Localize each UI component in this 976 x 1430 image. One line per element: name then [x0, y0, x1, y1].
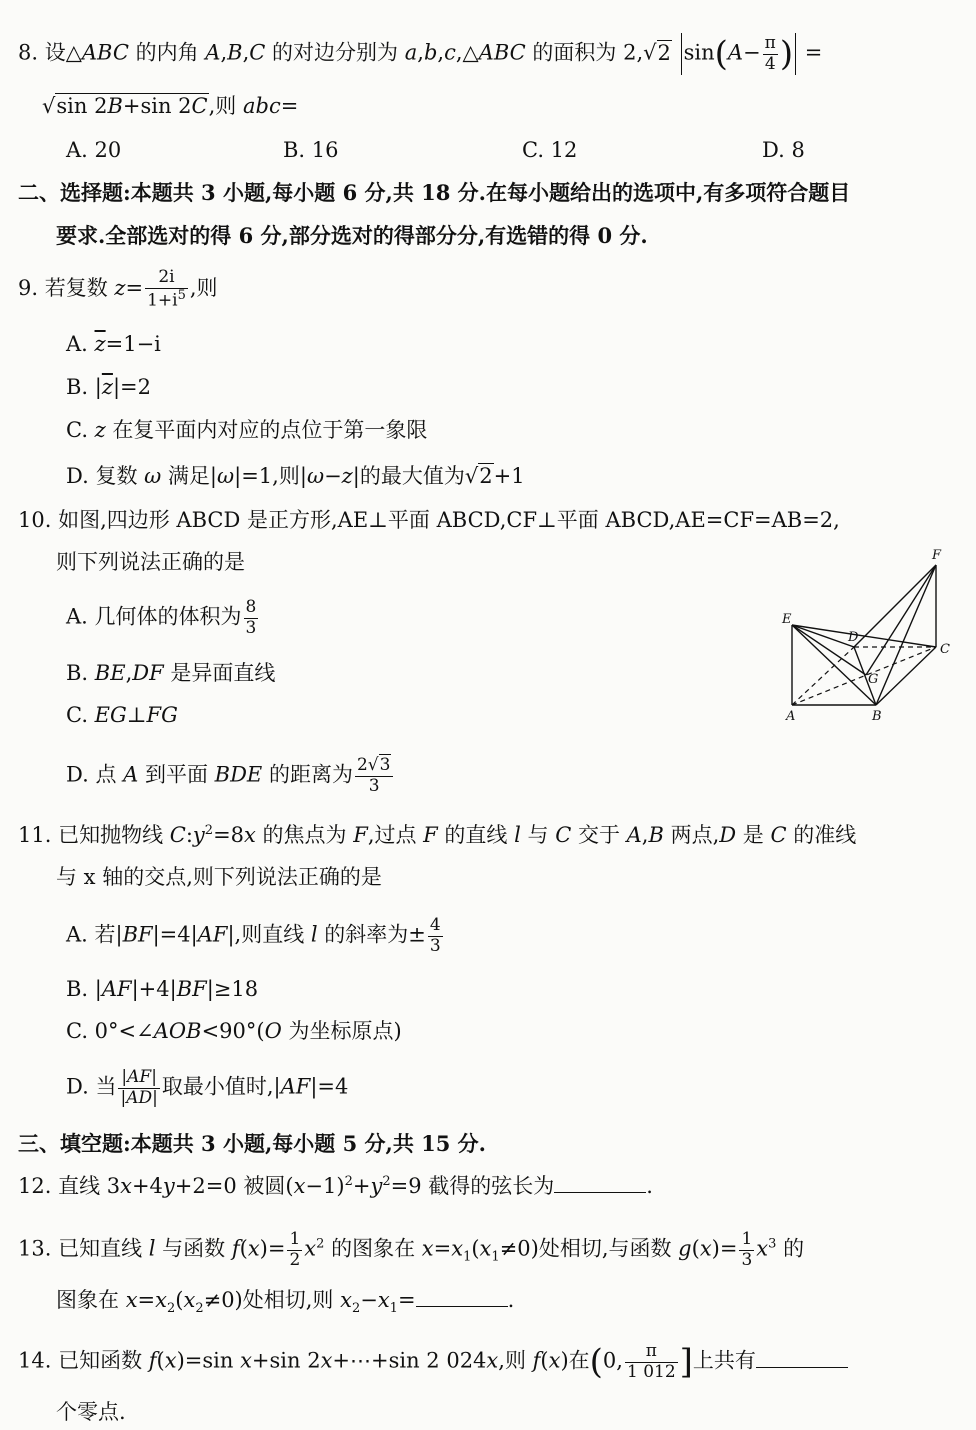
q10-option-a: A. 几何体的体积为 $\frac{8}{3}$ [66, 597, 257, 638]
q14-answer-blank[interactable] [756, 1367, 848, 1368]
q9-option-b: B. $|\overline{z}|=2$ [66, 375, 151, 399]
q13-answer-blank[interactable] [416, 1306, 508, 1307]
q13-line1: 13. 已知直线 l 与函数 f(x)= $\frac{1}{2}$ $x^2$ 的图象在 $x=x_1(x_1\ne 0)$处相切,与函数 g(x)= $\frac{1}{3}$ $x^3$ 的 [18, 1229, 805, 1270]
q10-option-b: B. BE,DF 是异面直线 [66, 661, 276, 685]
section2-heading-cont: 要求.全部选对的得 6 分,部分选对的得部分分,有选错的得 0 分. [56, 223, 648, 248]
q10-option-d: D. 点 A 到平面 BDE 的距离为 $\frac{2√3}{3}$ [66, 756, 395, 796]
q9-stem: 9. 若复数 z= $\frac{2i}{1+i^5}$ ,则 [18, 267, 218, 311]
q11-option-c: C. 0°<∠AOB<90°(O 为坐标原点) [66, 1019, 402, 1043]
q9-option-d: D. 复数 ω 满足|ω|=1,则|ω−z|的最大值为√2+1 [66, 464, 525, 488]
q12-answer-blank[interactable] [554, 1192, 646, 1193]
q10-stem: 10. 如图,四边形 ABCD 是正方形,AE⊥平面 ABCD,CF⊥平面 ABCD,AE=CF=AB=2, [18, 508, 840, 532]
q11-stem: 11. 已知抛物线 $C:y^2=8x$ 的焦点为 F,过点 F 的直线 l 与 C 交于 A,B 两点,D 是 C 的准线 [18, 823, 857, 847]
q11-option-d: D. 当 $\frac{|AF|}{|AD|}$ 取最小值时,|AF|=4 [66, 1067, 349, 1108]
figure-label-a: A [786, 709, 796, 723]
q13-line2: 图象在 $x=x_2(x_2\ne 0)$处相切,则 $x_2-x_1=$ . [56, 1288, 515, 1317]
q11-option-a: A. 若|BF|=4|AF|,则直线 l 的斜率为± $\frac{4}{3}$ [66, 915, 441, 956]
q11-option-b: B. |AF|+4|BF|≥18 [66, 977, 259, 1001]
q12-text: 12. 直线 3x+4y+2=0 被圆$(x-1)^2+y^2=9$ 截得的弦长为 . [18, 1174, 653, 1198]
q14-line2: 个零点. [56, 1400, 126, 1424]
q9-option-c: C. z 在复平面内对应的点位于第一象限 [66, 418, 428, 442]
section3-heading: 三、填空题:本题共 3 小题,每小题 5 分,共 15 分. [18, 1131, 486, 1156]
q8-line1: 8. 设△ABC 的内角 A,B,C 的对边分别为 a,b,c,△ABC 的面积为 2,√2 sin(A− $\frac{\pi}{4}$ ) = [18, 32, 823, 74]
section2-heading: 二、选择题:本题共 3 小题,每小题 6 分,共 18 分.在每小题给出的选项中,有多项符合题目 [18, 180, 851, 205]
q9-option-a: A. $\overline{z}=1-i$ [66, 332, 161, 356]
q11-stem-cont: 与 x 轴的交点,则下列说法正确的是 [56, 865, 382, 889]
q10-option-c: C. EG⊥FG [66, 703, 178, 727]
figure-label-c: C [940, 642, 950, 657]
figure-label-f: F [932, 548, 942, 563]
q8-line2: √sin 2B+sin 2C,则 abc= [42, 94, 299, 118]
figure-label-g: G [868, 672, 879, 687]
q8-option-c: C. 12 [522, 138, 578, 162]
q8-option-d: D. 8 [762, 138, 805, 162]
figure-label-d: D [848, 630, 859, 645]
q14-line1: 14. 已知函数 f(x)=sin x+sin 2x+⋯+sin 2 024x,则 f(x)在(0, $\frac{\pi}{1 012}$ ]上共有 [18, 1342, 848, 1382]
q10-stem-cont: 则下列说法正确的是 [56, 550, 245, 574]
geometry-figure [776, 543, 956, 723]
figure-label-b: B [872, 709, 882, 723]
q8-option-a: A. 20 [66, 138, 122, 162]
figure-label-e: E [782, 612, 792, 627]
q8-option-b: B. 16 [283, 138, 339, 162]
